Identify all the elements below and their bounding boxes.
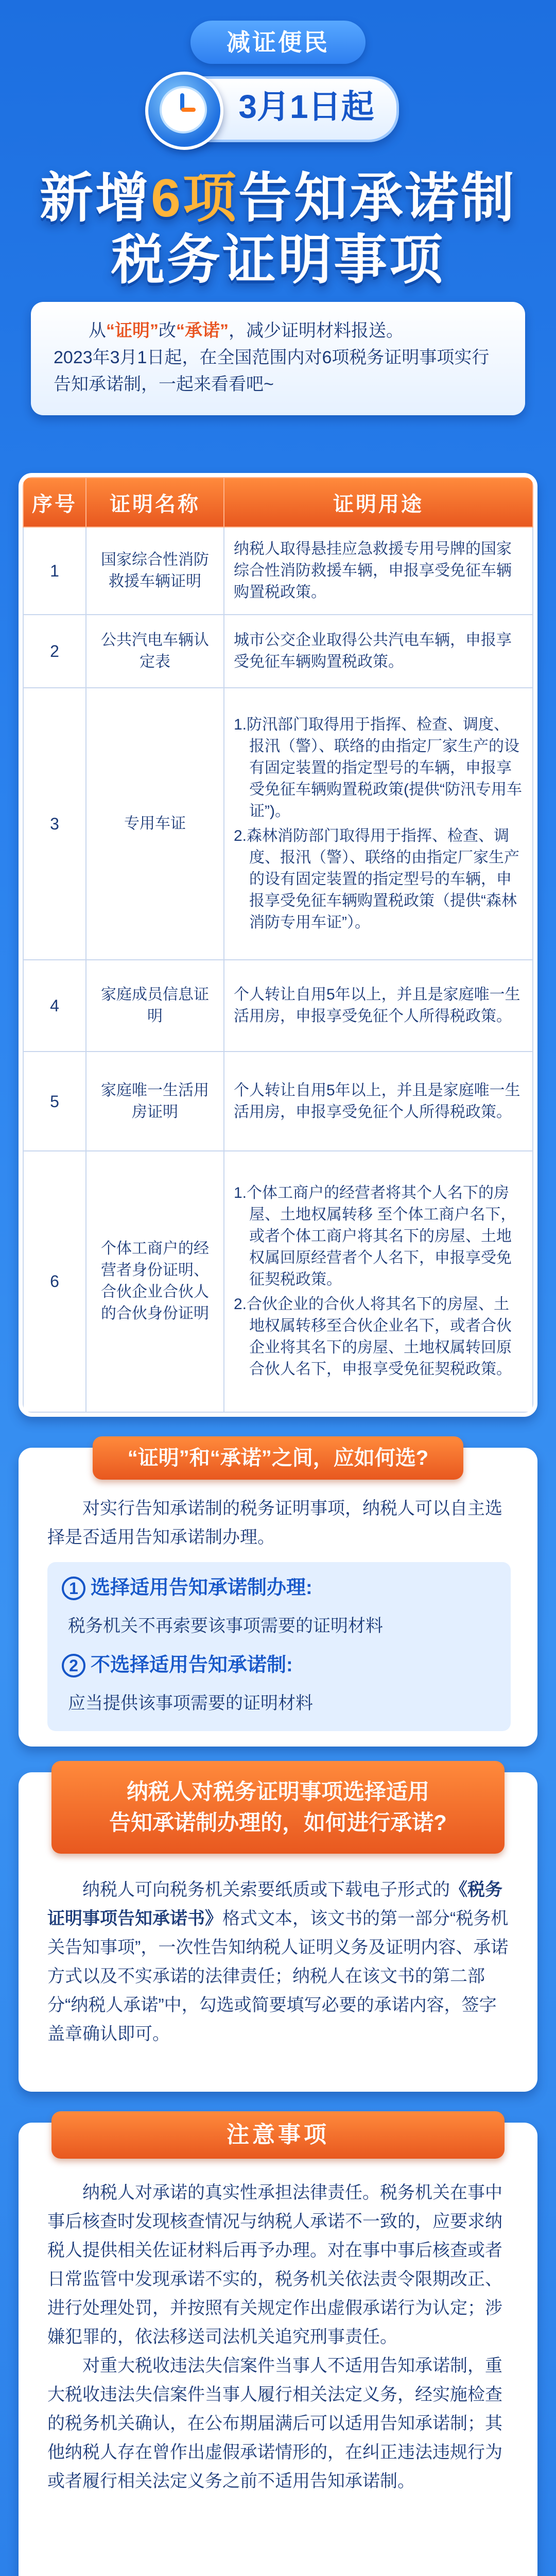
row-name: 个体工商户的经营者身份证明、合伙企业合伙人的合伙身份证明 (86, 1151, 224, 1412)
row-name: 公共汽电车辆认定表 (86, 615, 224, 688)
row-name: 国家综合性消防救援车辆证明 (86, 527, 224, 615)
notice-section-title: 注意事项 (51, 2111, 505, 2159)
row-no: 1 (23, 527, 86, 615)
notice-paragraph-1: 纳税人对承诺的真实性承担法律责任。税务机关在事中事后核查时发现核查情况与纳税人承诺不一致的，应要求纳税人提供相关佐证材料后再予办理。对在事中事后核查或者日常监管中发现承诺不实的，税务机关依法责令限期改正、进行处理处罚，并按照有关规定作出虚假承诺行为认定；涉嫌犯罪的，依法移送司法机关追究刑事责任。 (47, 2183, 502, 2347)
number-2-icon: 2 (62, 1654, 85, 1677)
table-row (23, 1151, 533, 1412)
table-header-row (23, 478, 533, 527)
row-no: 3 (23, 688, 86, 959)
use-item: 1.个体工商户的经营者将其个人名下的房屋、土地权属转移 至个体工商户名下，或者个体工商户将其名下的房屋、土地 权属回原经营者个人名下，申报享受免征契税政策。 (234, 1184, 516, 1289)
table-row (23, 1052, 533, 1151)
notice-paragraph-2: 对重大税收违法失信案件当事人不适用告知承诺制，重大税收违法失信案件当事人履行相关法定义务，经实施检查的税务机关确认，在公布期届满后可以适用告知承诺制；其他纳税人存在曾作出虚假承诺情形的，在纠正违法违规行为或者履行相关法定义务之前不适用告知承诺制。 (47, 2356, 502, 2491)
use-item: 1.防汛部门取得用于指挥、检查、调度、报汛（警）、联络的由指定厂家生产的设有固定装置的指定型号的车辆，申报享受免征车辆购置税政策(提供“防汛专用车证”)。 (234, 716, 522, 820)
row-name: 家庭唯一生活用房证明 (86, 1052, 224, 1151)
notice-section-body (47, 2178, 511, 2496)
number-1-icon: 1 (62, 1577, 85, 1600)
hero-title-line1: 新增6项告知承诺制 (40, 168, 516, 228)
table-row (23, 688, 533, 959)
header-no: 序号 (23, 478, 86, 527)
clock-icon (145, 72, 223, 150)
choice-section (19, 1448, 537, 1747)
choice-section-title: “证明”和“承诺”之间，应如何选? (93, 1436, 463, 1480)
row-no: 6 (23, 1151, 86, 1412)
use-item: 2.合伙企业的合伙人将其名下的房屋、土地权属转移至合伙企业名下，或者合伙企业将其名下的房屋、土地权属转回原合伙人名下，申报享受免征契税政策。 (234, 1296, 512, 1378)
row-no: 4 (23, 960, 86, 1052)
row-use (224, 688, 533, 959)
hero-title-highlight: 6项 (151, 168, 238, 228)
row-name: 专用车证 (86, 688, 224, 959)
row-use: 纳税人取得悬挂应急救援专用号牌的国家综合性消防救援车辆，申报享受免征车辆购置税政策。 (224, 527, 533, 615)
use-item: 2.森林消防部门取得用于指挥、检查、调度、报汛（警）、联络的由指定厂家生产的设有固定装置的指定型号的车辆，申报享受免征车辆购置税政策（提供“森林消防专用车证”）。 (234, 827, 519, 931)
date-pill (157, 76, 399, 142)
row-no: 2 (23, 615, 86, 688)
certificate-table (23, 477, 533, 1413)
promise-section (19, 1772, 537, 2092)
header-use: 证明用途 (224, 478, 533, 527)
option-card-2 (47, 1639, 511, 1731)
hero-tag: 减证便民 (190, 21, 366, 64)
intro-line2: 2023年3月1日起，在全国范围内对6项税务证明事项实行告知承诺制，一起来看看吧~ (54, 348, 490, 394)
option-1-title: 1 选择适用告知承诺制办理: (62, 1571, 312, 1600)
row-use (224, 1151, 533, 1412)
certificate-table-card (19, 473, 537, 1417)
row-use: 个人转让自用5年以上，并且是家庭唯一生活用房，申报享受免征个人所得税政策。 (224, 960, 533, 1052)
notice-section (19, 2123, 537, 2576)
row-no: 5 (23, 1052, 86, 1151)
choice-section-body: 对实行告知承诺制的税务证明事项，纳税人可以自主选择是否适用告知承诺制办理。 (47, 1499, 502, 1547)
promise-section-title: 纳税人对税务证明事项选择适用 告知承诺制办理的，如何进行承诺? (51, 1761, 505, 1854)
row-name: 家庭成员信息证明 (86, 960, 224, 1052)
option-2-desc: 应当提供该事项需要的证明材料 (68, 1693, 313, 1713)
hero-banner (0, 0, 556, 289)
intro-card (31, 302, 525, 415)
option-1-desc: 税务机关不再索要该事项需要的证明材料 (68, 1616, 383, 1636)
effective-date: 3月1日起 (238, 88, 374, 125)
promise-section-body: 纳税人可向税务机关索要纸质或下载电子形式的《税务证明事项告知承诺书》格式文本，该文书的第一部分“税务机关告知事项”，一次性告知纳税人证明义务及证明内容、承诺方式以及不实承诺的法律责任；纳税人在该文书的第二部分“纳税人承诺”中，勾选或简要填写必要的承诺内容，签字盖章确认即可。 (47, 1880, 509, 2044)
row-use: 城市公交企业取得公共汽电车辆，申报享受免征车辆购置税政策。 (224, 615, 533, 688)
table-row (23, 960, 533, 1052)
hero-title-line2: 税务证明事项 (111, 230, 445, 290)
option-2-title: 2 不选择适用告知承诺制: (62, 1649, 293, 1677)
table-row (23, 615, 533, 688)
intro-line1: 从“证明”改“承诺”，减少证明材料报送。 (89, 321, 404, 341)
row-use: 个人转让自用5年以上，并且是家庭唯一生活用房，申报享受免征个人所得税政策。 (224, 1052, 533, 1151)
header-name: 证明名称 (86, 478, 224, 527)
table-row (23, 527, 533, 615)
